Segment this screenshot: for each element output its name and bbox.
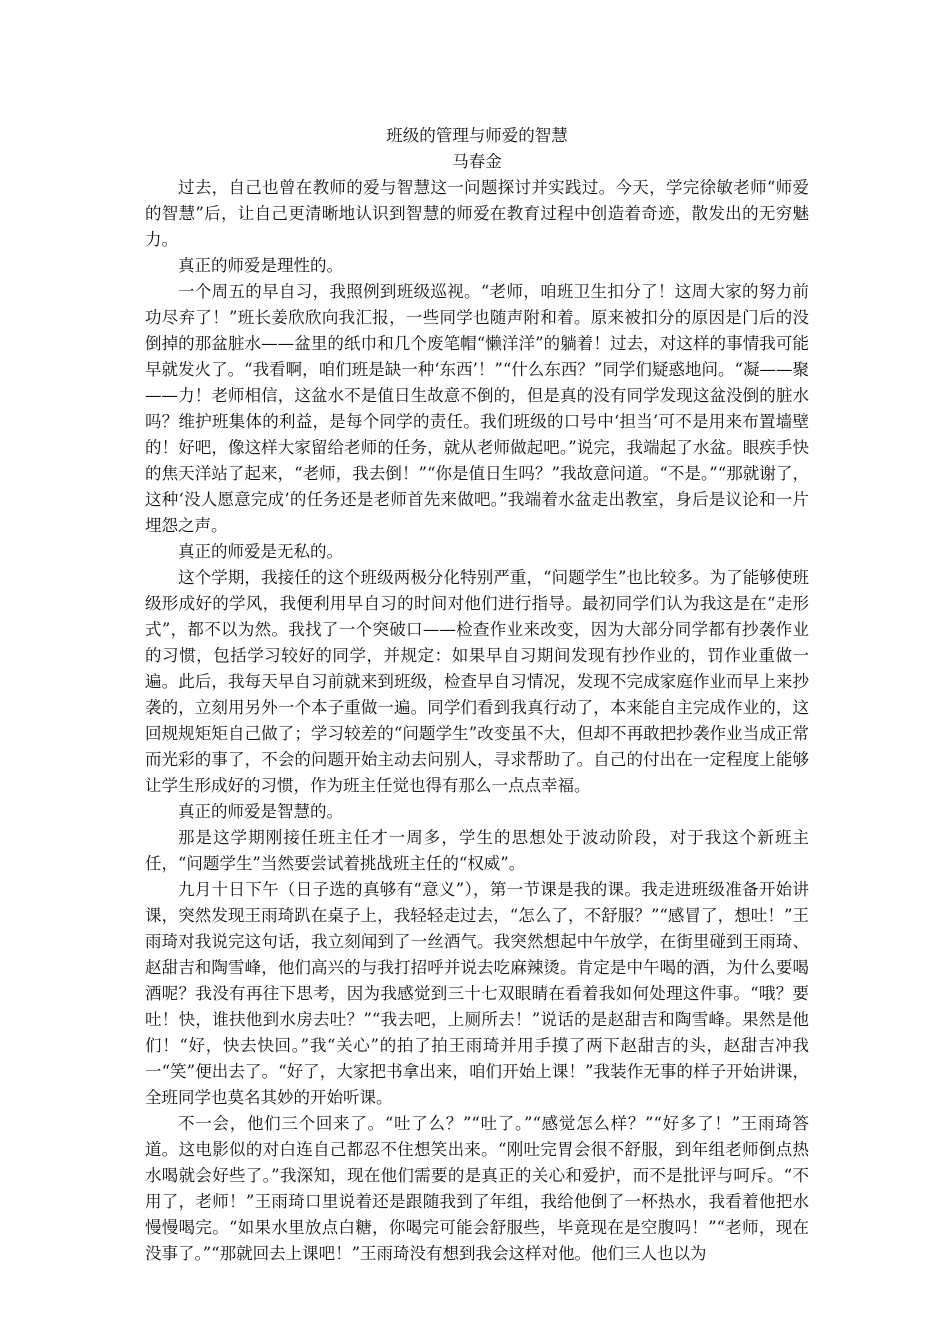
section-heading: 真正的师爱是无私的。 xyxy=(178,542,343,561)
section-heading: 真正的师爱是智慧的。 xyxy=(178,802,343,821)
paragraph: 这个学期，我接任的这个班级两极分化特别严重，“问题学生”也比较多。为了能够使班级形成好的学风，我便利用早自习的时间对他们进行指导。最初同学们认为我这是在“走形式”，都不以为然。我找了一个突破口——检查作业来改变，因为大部分同学都有抄袭作业的习惯，包括学习较好的同学，并规定：如果早自习期间发现有抄作业的，罚作业重做一遍。此后，我每天早自习前就来到班级，检查早自习情况，发现不完成家庭作业而早上来抄袭的，立刻用另外一个本子重做一遍。同学们看到我真行动了，本来能自主完成作业的，这回规规矩矩自己做了；学习较差的“问题学生”改变虽不大，但却不再敢把抄袭作业当成正常而光彩的事了，不会的问题开始主动去问别人，寻求帮助了。自己的付出在一定程度上能够让学生形成好的习惯，作为班主任觉也得有那么一点点幸福。 xyxy=(145,568,809,795)
document-title: 班级的管理与师爱的智慧 xyxy=(386,126,568,145)
paragraph: 九月十日下午（日子选的真够有“意义”），第一节课是我的课。我走进班级准备开始讲课，突然发现王雨琦趴在桌子上，我轻轻走过去，“怎么了，不舒服？”“感冒了，想吐！”王雨琦对我说完这句话，我立刻闻到了一丝酒气。我突然想起中午放学，在街里碰到王雨琦、赵甜吉和陶雪峰，他们高兴的与我打招呼并说去吃麻辣烫。肯定是中午喝的酒，为什么要喝酒呢？我没有再往下思考，因为我感觉到三十七双眼睛在看着我如何处理这件事。“哦？要吐！快，谁扶他到水房去吐？”“我去吧，上厕所去！”说话的是赵甜吉和陶雪峰。果然是他们！“好，快去快回。”我“关心”的拍了拍王雨琦并用手摸了两下赵甜吉的头，赵甜吉冲我一“笑”便出去了。“好了，大家把书拿出来，咱们开始上课！”我装作无事的样子开始讲课，全班同学也莫名其妙的开始听课。 xyxy=(145,880,809,1107)
paragraph: 不一会，他们三个回来了。“吐了么？”“吐了。”“感觉怎么样？”“好多了！”王雨琦答道。这电影似的对白连自己都忍不住想笑出来。“刚吐完胃会很不舒服，到年组老师倒点热水喝就会好些了。”我深知，现在他们需要的是真正的关心和爱护，而不是批评与呵斥。“不用了，老师！”王雨琦口里说着还是跟随我到了年组，我给他倒了一杯热水，我看着他把水慢慢喝完。“如果水里放点白糖，你喝完可能会舒服些，毕竟现在是空腹吗！”“老师，现在没事了。”“那就回去上课吧！”王雨琦没有想到我会这样对他。他们三人也以为 xyxy=(145,1114,809,1263)
document-body xyxy=(145,123,809,1267)
paragraph: 那是这学期刚接任班主任才一周多，学生的思想处于波动阶段，对于我这个新班主任，“问题学生”当然要尝试着挑战班主任的“权威”。 xyxy=(145,828,809,873)
document-author: 马春金 xyxy=(452,152,502,171)
paragraph: 一个周五的早自习，我照例到班级巡视。“老师，咱班卫生扣分了！这周大家的努力前功尽弃了！”班长姜欣欣向我汇报，一些同学也随声附和着。原来被扣分的原因是门后的没倒掉的那盆脏水——盆里的纸巾和几个废笔帽“懒洋洋”的躺着！过去，对这样的事情我可能早就发火了。“我看啊，咱们班是缺一种‘东西’！”“什么东西？”同学们疑惑地问。“凝——聚——力！老师相信，这盆水不是值日生故意不倒的，但是真的没有同学发现这盆没倒的脏水吗？维护班集体的利益，是每个同学的责任。我们班级的口号中‘担当’可不是用来布置墙壁的！好吧，像这样大家留给老师的任务，就从老师做起吧。”说完，我端起了水盆。眼疾手快的焦天洋站了起来，“老师，我去倒！”“你是值日生吗？”我故意问道。“不是。”“那就谢了，这种‘没人愿意完成’的任务还是老师首先来做吧。”我端着水盆走出教室，身后是议论和一片埋怨之声。 xyxy=(145,282,809,535)
paragraph: 过去，自己也曾在教师的爱与智慧这一问题探讨并实践过。今天，学完徐敏老师“师爱的智慧”后，让自己更清晰地认识到智慧的师爱在教育过程中创造着奇迹，散发出的无穷魅力。 xyxy=(145,178,809,249)
section-heading: 真正的师爱是理性的。 xyxy=(178,256,343,275)
